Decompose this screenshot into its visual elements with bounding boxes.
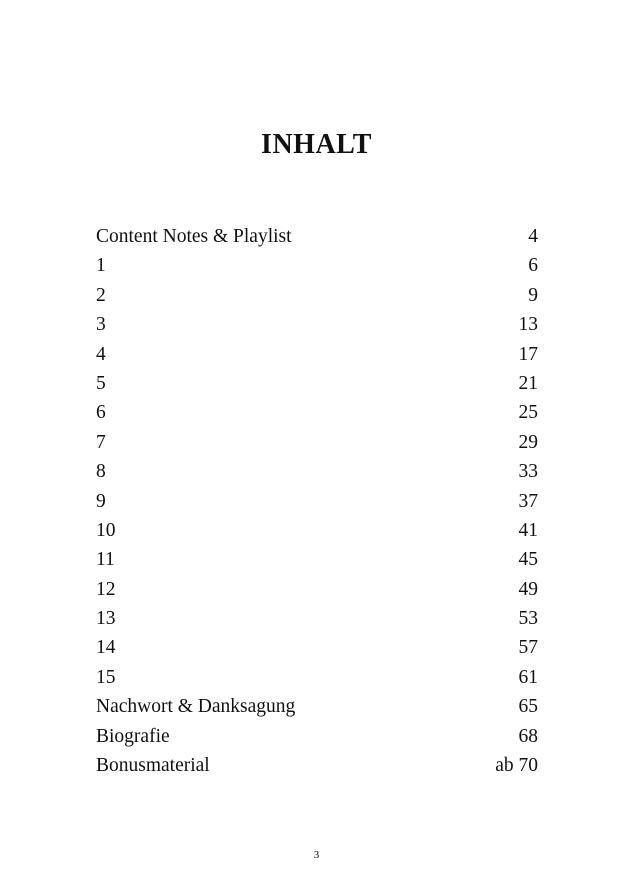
toc-entry-label: 9 [96, 490, 106, 512]
toc-page-number: ab 70 [495, 755, 538, 777]
toc-row-afterword [96, 692, 538, 721]
toc-page-number: 45 [518, 549, 538, 571]
toc-row-bonus-material [96, 751, 538, 780]
toc-entry-label: 2 [96, 284, 106, 306]
toc-page-number: 61 [518, 666, 538, 688]
toc-entry-label: Bonusmaterial [96, 755, 210, 777]
toc-entry-label: Nachwort & Danksagung [96, 696, 296, 718]
toc-page-number: 53 [518, 608, 538, 630]
toc-page-number: 29 [518, 431, 538, 453]
page-title: INHALT [261, 129, 372, 160]
toc-row-chapter-13 [96, 604, 538, 633]
toc-row-chapter-10 [96, 516, 538, 545]
toc-page-number: 68 [518, 725, 538, 747]
toc-page-number: 37 [518, 490, 538, 512]
toc-row-chapter-1 [96, 251, 538, 280]
toc-page-number: 17 [518, 343, 538, 365]
toc-row-chapter-11 [96, 545, 538, 574]
toc-row-chapter-6 [96, 398, 538, 427]
toc-entry-label: 3 [96, 314, 106, 336]
toc-entry-label: 8 [96, 461, 106, 483]
toc-page-number: 21 [518, 372, 538, 394]
toc-row-chapter-5 [96, 369, 538, 398]
toc-entry-label: 12 [96, 578, 116, 600]
toc-page-number: 6 [528, 255, 538, 277]
toc-entry-label: Biografie [96, 725, 170, 747]
toc-entry-label: 10 [96, 519, 116, 541]
toc-page-number: 57 [518, 637, 538, 659]
toc-entry-label: 4 [96, 343, 106, 365]
table-of-contents [96, 222, 538, 780]
toc-page-number: 41 [518, 519, 538, 541]
toc-entry-label: 7 [96, 431, 106, 453]
toc-page-number: 65 [518, 696, 538, 718]
toc-entry-label: 6 [96, 402, 106, 424]
toc-row-chapter-12 [96, 575, 538, 604]
toc-entry-label: Content Notes & Playlist [96, 226, 292, 247]
toc-entry-label: 11 [96, 549, 115, 571]
toc-row-chapter-7 [96, 428, 538, 457]
toc-entry-label: 14 [96, 637, 116, 659]
page-number: 3 [313, 849, 320, 861]
toc-row-biography [96, 722, 538, 751]
toc-row-chapter-2 [96, 281, 538, 310]
toc-row-chapter-4 [96, 340, 538, 369]
toc-page-number: 49 [518, 578, 538, 600]
toc-page-number: 25 [518, 402, 538, 424]
toc-row-content-notes [96, 222, 538, 251]
toc-page-number: 4 [528, 226, 538, 247]
toc-row-chapter-3 [96, 310, 538, 339]
toc-page-number: 33 [518, 461, 538, 483]
toc-row-chapter-9 [96, 487, 538, 516]
toc-page-number: 13 [518, 314, 538, 336]
toc-page-number: 9 [528, 284, 538, 306]
toc-row-chapter-8 [96, 457, 538, 486]
toc-entry-label: 1 [96, 255, 106, 277]
toc-entry-label: 15 [96, 666, 116, 688]
toc-entry-label: 5 [96, 372, 106, 394]
toc-row-chapter-14 [96, 633, 538, 662]
toc-row-chapter-15 [96, 663, 538, 692]
toc-entry-label: 13 [96, 608, 116, 630]
